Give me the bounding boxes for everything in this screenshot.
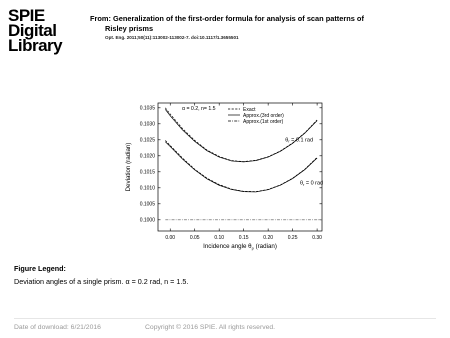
y-tick-label: 0.1025 [139, 137, 155, 144]
legend-entry: Approx.(3rd order) [243, 112, 284, 119]
y-tick-label: 0.1030 [139, 121, 155, 128]
x-tick-label: 0.10 [214, 235, 225, 241]
download-date: Date of download: 6/21/2016 [14, 324, 101, 331]
x-tick-label: 0.30 [312, 235, 322, 241]
y-tick-label: 0.1035 [139, 105, 155, 112]
y-tick-label: 0.1005 [139, 201, 155, 208]
series-line-1 [165, 106, 317, 161]
curve-annotation-1: $\theta_r = 0$ rad [299, 180, 324, 187]
chart-legend [228, 107, 284, 125]
x-tick-label: 0.00 [165, 235, 176, 241]
y-tick-label: 0.1000 [139, 217, 155, 224]
x-tick-label: 0.20 [263, 235, 274, 241]
y-tick-label: 0.1015 [139, 169, 155, 176]
params-label: α = 0.2, n= 1.5 [182, 106, 216, 112]
x-tick-label: 0.05 [189, 235, 200, 241]
y-tick-label: 0.1020 [139, 153, 155, 160]
x-axis-label: Incidence angle $\theta_p$ (radian) [203, 243, 277, 251]
x-tick-label: 0.25 [287, 235, 298, 241]
curve-annotation-0: $\theta_r = 0.1$ rad [285, 137, 314, 144]
figure-legend-heading: Figure Legend: [14, 264, 66, 273]
y-tick-label: 0.1010 [139, 185, 155, 192]
copyright-notice: Copyright © 2016 SPIE. All rights reserved. [145, 324, 276, 331]
legend-entry: Exact [243, 106, 256, 113]
series-line-3 [165, 142, 317, 192]
article-title-continuation: Risley prisms [105, 24, 154, 33]
plot-frame [158, 103, 322, 231]
deviation-chart [120, 95, 330, 255]
y-axis-label: Deviation (radian) [125, 142, 132, 192]
figure-legend-text: Deviation angles of a single prism. α = 0.2 rad, n = 1.5. [14, 277, 189, 286]
x-tick-label: 0.15 [238, 235, 249, 241]
series-line-0 [165, 108, 317, 162]
logo-line-1: SPIE [8, 6, 45, 25]
series-line-2 [165, 140, 317, 191]
logo-line-3: Library [8, 36, 63, 55]
footer-divider [14, 318, 436, 319]
article-citation: Opt. Eng. 2011;50(11):113002-113002-7. doi:10.1117/1.3655501 [105, 35, 239, 40]
legend-entry: Approx.(1st order) [243, 118, 284, 125]
spie-digital-library-logo [8, 8, 76, 53]
logo-line-2: Digital [8, 21, 57, 40]
article-from-line: From: Generalization of the first-order formula for analysis of scan patterns of [90, 14, 364, 23]
